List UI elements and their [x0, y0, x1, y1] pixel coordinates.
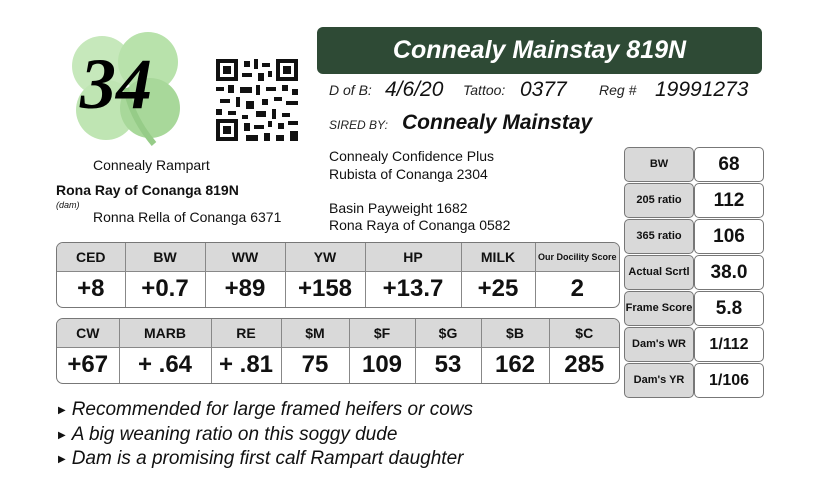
epd-header: $G: [415, 319, 481, 347]
epd-value: + .81: [211, 347, 281, 383]
epd-header: $C: [549, 319, 619, 347]
epd-value: + .64: [119, 347, 211, 383]
dam-dam: Ronna Rella of Conanga 6371: [93, 209, 282, 225]
epd-header: $F: [349, 319, 415, 347]
epd-value: 2: [570, 275, 584, 303]
sire-name: Connealy Mainstay: [402, 111, 593, 134]
epd-header: BW: [125, 243, 205, 271]
stat-row: [624, 255, 764, 290]
stat-label: 205 ratio: [624, 183, 694, 218]
epd-header: CW: [57, 319, 119, 347]
sire-dam-sire: Basin Payweight 1682: [329, 200, 468, 216]
epd-header: WW: [205, 243, 285, 271]
stat-label: Frame Score: [624, 291, 694, 326]
animal-name-banner: Connealy Mainstay 819N: [317, 27, 762, 74]
stat-value: 5.8: [694, 291, 764, 326]
stat-row: [624, 327, 764, 362]
stat-label: Actual Scrtl: [624, 255, 694, 290]
epd-value: 75: [281, 347, 349, 383]
reg-value: 19991273: [655, 78, 749, 101]
stat-row: [624, 147, 764, 182]
dob-value: 4/6/20: [385, 78, 444, 101]
tattoo-label: Tattoo:: [463, 82, 506, 98]
triangle-right-icon: ▶: [58, 454, 66, 465]
notes-list: [58, 398, 473, 472]
epd-table-2: [56, 318, 620, 384]
epd-header: YW: [285, 243, 365, 271]
stat-row: [624, 219, 764, 254]
epd-value: +25: [461, 271, 535, 307]
stat-label: BW: [624, 147, 694, 182]
epd-header: MILK: [461, 243, 535, 271]
triangle-right-icon: ▶: [58, 405, 66, 416]
qr-code-icon: [216, 59, 298, 141]
epd-value: 285: [564, 351, 605, 379]
sire-sire: Connealy Confidence Plus: [329, 148, 494, 164]
epd-value: +89: [205, 271, 285, 307]
note-item: [58, 423, 473, 448]
epd-value: +158: [285, 271, 365, 307]
epd-value: 53: [415, 347, 481, 383]
stat-value: 68: [694, 147, 764, 182]
performance-panel: [624, 147, 764, 399]
stat-label: Dam's YR: [624, 363, 694, 398]
stat-label: Dam's WR: [624, 327, 694, 362]
stat-row: [624, 363, 764, 398]
epd-header: RE: [211, 319, 281, 347]
epd-header: Our Docility Score: [535, 243, 619, 271]
epd-header: $B: [481, 319, 549, 347]
epd-value: +0.7: [125, 271, 205, 307]
triangle-right-icon: ▶: [58, 429, 66, 441]
epd-value: +8: [57, 271, 125, 307]
stat-value: 38.0: [694, 255, 764, 290]
sire-dam-dam: Rona Raya of Conanga 0582: [329, 217, 511, 233]
epd-table-1: [56, 242, 620, 308]
stat-label: 365 ratio: [624, 219, 694, 254]
note-item: [58, 398, 473, 423]
tattoo-value: 0377: [520, 78, 567, 101]
stat-value: 1/106: [694, 363, 764, 398]
epd-header: CED: [57, 243, 125, 271]
note-text: Dam is a promising first calf Rampart daughter: [71, 448, 464, 469]
sired-by-label: SIRED BY:: [329, 118, 388, 132]
epd-value: +67: [57, 347, 119, 383]
stat-row: [624, 291, 764, 326]
epd-header: HP: [365, 243, 461, 271]
note-text: Recommended for large framed heifers or cows: [71, 399, 473, 420]
dob-label: D of B:: [329, 82, 372, 98]
stat-value: 106: [694, 219, 764, 254]
note-item: [58, 447, 473, 472]
stat-value: 1/112: [694, 327, 764, 362]
reg-label: Reg #: [599, 82, 637, 98]
epd-value: 109: [349, 347, 415, 383]
dam-name: Rona Ray of Conanga 819N: [56, 182, 239, 198]
stat-row: [624, 183, 764, 218]
dam-label: (dam): [56, 200, 80, 210]
epd-value: 162: [481, 347, 549, 383]
epd-header: MARB: [119, 319, 211, 347]
dam-sire: Connealy Rampart: [93, 157, 210, 173]
note-text: A big weaning ratio on this soggy dude: [71, 423, 398, 445]
epd-value: +13.7: [365, 271, 461, 307]
epd-header: $M: [281, 319, 349, 347]
lot-number: 34: [80, 44, 152, 124]
sire-dam: Rubista of Conanga 2304: [329, 166, 488, 182]
stat-value: 112: [694, 183, 764, 218]
